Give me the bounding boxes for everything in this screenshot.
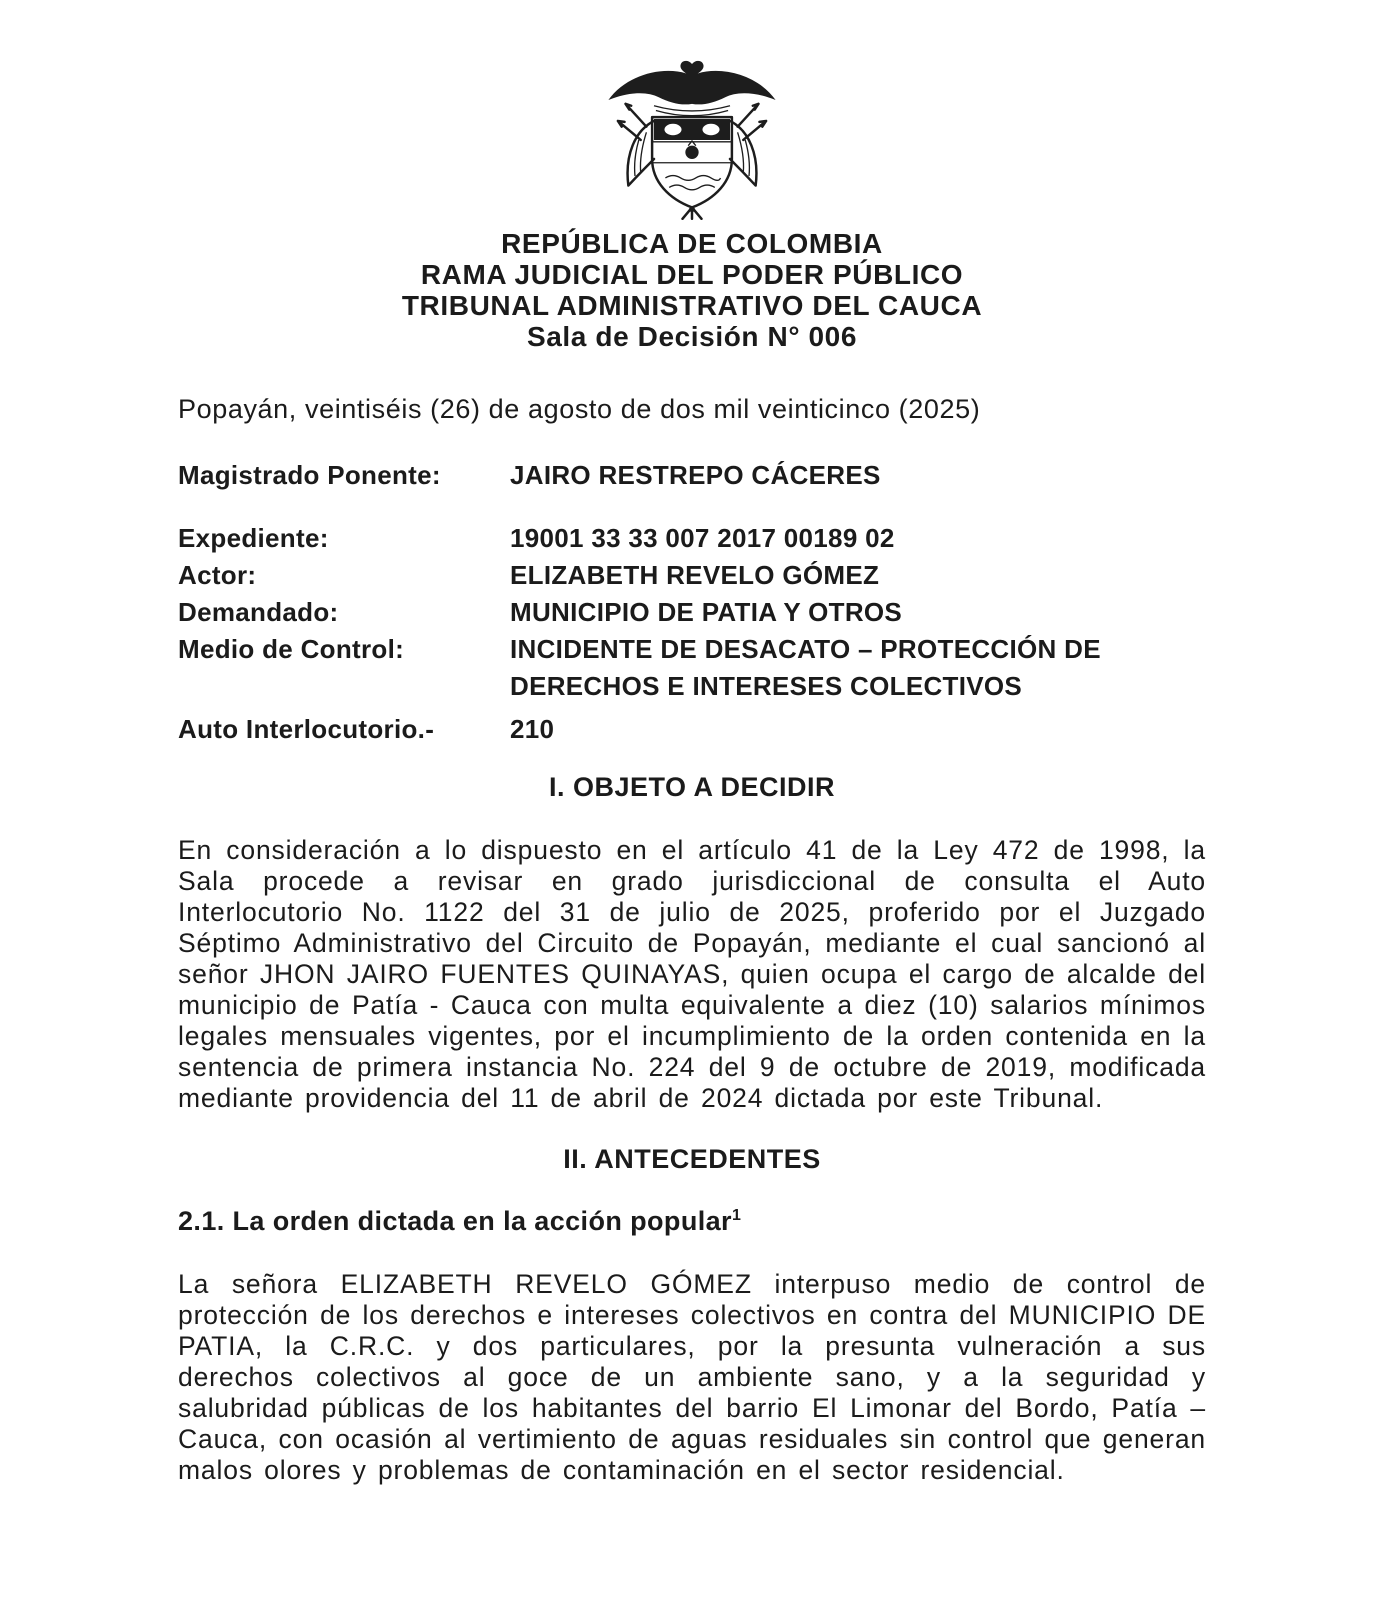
field-value-actor: ELIZABETH REVELO GÓMEZ (510, 560, 880, 590)
field-label-demandado: Demandado: (178, 597, 339, 627)
section-heading-antecedentes: II. ANTECEDENTES (563, 1144, 821, 1174)
subsection-heading-2-1 (178, 1206, 1206, 1237)
field-label-medio-de-control: Medio de Control: (178, 634, 405, 664)
paragraph-objeto-a-decidir: En consideración a lo dispuesto en el artículo 41 de la Ley 472 de 1998, la Sala procede a revisar en grado jurisdiccional de consulta el Auto Interlocutorio No. 1122 del 31 de julio de 2025, proferido por el Juzgado Séptimo Administrativo del Circuito de Popayán, mediante el cual sancionó al señor JHON JAIRO FUENTES QUINAYAS, quien ocupa el cargo de alcalde del municipio de Patía - Cauca con multa equivalente a diez (10) salarios mínimos legales mensuales vigentes, por el incumplimiento de la orden contenida en la sentencia de primera instancia No. 224 del 9 de octubre de 2019, modificada mediante providencia del 11 de abril de 2024 dictada por este Tribunal. (178, 835, 1206, 1113)
field-value-medio-de-control: INCIDENTE DE DESACATO – PROTECCIÓN DE DERECHOS E INTERESES COLECTIVOS (510, 634, 1101, 701)
field-value-expediente: 19001 33 33 007 2017 00189 02 (510, 523, 895, 553)
crest-container (178, 58, 1206, 220)
letterhead (178, 228, 1206, 352)
field-label-expediente: Expediente: (178, 523, 329, 553)
field-label-auto-interlocutorio: Auto Interlocutorio.- (178, 714, 435, 744)
field-row-expediente (178, 520, 1206, 557)
field-label-actor: Actor: (178, 560, 257, 590)
section-heading-objeto-a-decidir: I. OBJETO A DECIDIR (548, 772, 836, 802)
case-fields (178, 457, 1206, 748)
letterhead-line-sala: Sala de Decisión N° 006 (526, 321, 858, 352)
field-label-magistrado: Magistrado Ponente: (178, 460, 441, 490)
field-row-demandado (178, 594, 1206, 631)
field-value-magistrado: JAIRO RESTREPO CÁCERES (510, 460, 881, 490)
field-row-magistrado (178, 457, 1206, 494)
document-content (178, 0, 1206, 1486)
footnote-ref: 1 (731, 1207, 742, 1224)
colombia-coat-of-arms-icon (597, 58, 787, 220)
field-row-medio-de-control (178, 631, 1206, 705)
dateline: Popayán, veintiséis (26) de agosto de dos mil veinticinco (2025) (178, 394, 981, 424)
field-row-actor (178, 557, 1206, 594)
field-value-demandado: MUNICIPIO DE PATIA Y OTROS (510, 597, 903, 627)
field-value-auto-interlocutorio: 210 (510, 714, 555, 744)
field-row-auto-interlocutorio (178, 711, 1206, 748)
letterhead-line-branch: RAMA JUDICIAL DEL PODER PÚBLICO (420, 259, 964, 290)
letterhead-line-republic: REPÚBLICA DE COLOMBIA (501, 228, 883, 259)
paragraph-antecedentes: La señora ELIZABETH REVELO GÓMEZ interpuso medio de control de protección de los derechos e intereses colectivos en contra del MUNICIPIO DE PATIA, la C.R.C. y dos particulares, por la presunta vulneración a sus derechos colectivos al goce de un ambiente sano, y a la seguridad y salubridad públicas de los habitantes del barrio El Limonar del Bordo, Patía – Cauca, con ocasión al vertimiento de aguas residuales sin control que generan malos olores y problemas de contaminación en el sector residencial. (178, 1269, 1206, 1485)
subsection-heading-text: 2.1. La orden dictada en la acción popular (178, 1206, 732, 1236)
letterhead-line-tribunal: TRIBUNAL ADMINISTRATIVO DEL CAUCA (401, 290, 983, 321)
